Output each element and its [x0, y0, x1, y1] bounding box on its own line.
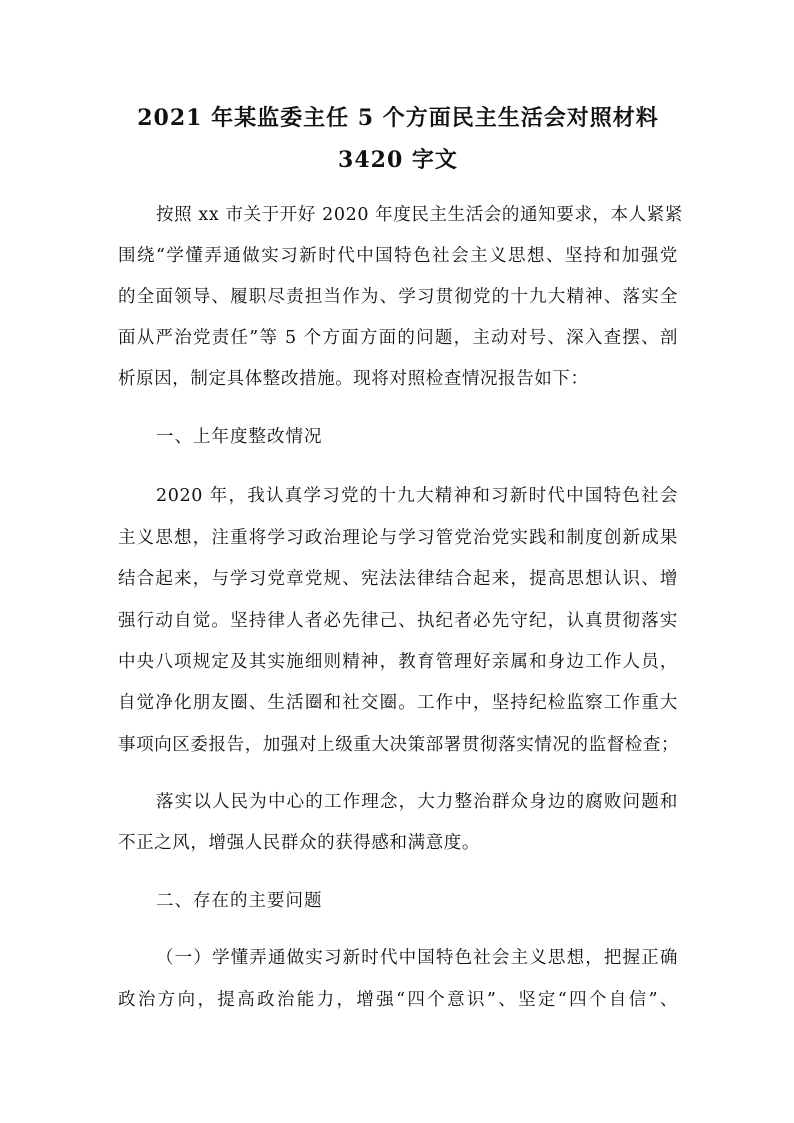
paragraph-1-line: 按照 xx 市关于开好 2020 年度民主生活会的通知要求，本人紧紧 — [156, 205, 683, 225]
paragraph-2-line: 结合起来，与学习党章党规、宪法法律结合起来，提高思想认识、增 — [118, 569, 678, 589]
paragraph-4-line: 政治方向，提高政治能力，增强“四个意识”、坚定“四个自信”、 — [118, 990, 678, 1010]
paragraph-4-line: （一）学懂弄通做实习新时代中国特色社会主义思想，把握正确 — [156, 948, 678, 968]
paragraph-1-line: 围绕“学懂弄通做实习新时代中国特色社会主义思想、坚持和加强党 — [118, 246, 678, 266]
paragraph-2-line: 自觉净化朋友圈、生活圈和社交圈。工作中，坚持纪检监察工作重大 — [118, 693, 678, 713]
section-heading-1: 一、上年度整改情况 — [156, 427, 323, 447]
paragraph-1-line: 的全面领导、履职尽责担当作为、学习贯彻党的十九大精神、落实全 — [118, 287, 678, 307]
section-heading-2: 二、存在的主要问题 — [156, 891, 323, 911]
paragraph-2-line: 中央八项规定及其实施细则精神，教育管理好亲属和身边工作人员， — [118, 652, 678, 672]
document-title-line2: 3420 字文 — [338, 147, 458, 173]
paragraph-2-line: 主义思想，注重将学习政治理论与学习管党治党实践和制度创新成果 — [118, 528, 678, 548]
paragraph-2-line: 2020 年，我认真学习党的十九大精神和习新时代中国特色社会 — [156, 486, 678, 506]
paragraph-2-line: 事项向区委报告，加强对上级重大决策部署贯彻落实情况的监督检查； — [118, 735, 680, 755]
paragraph-1-line: 面从严治党责任”等 5 个方面方面的问题，主动对号、深入查摆、剖 — [118, 328, 678, 348]
paragraph-1-line: 析原因，制定具体整改措施。现将对照检查情况报告如下： — [118, 369, 589, 389]
paragraph-3-line: 不正之风，增强人民群众的获得感和满意度。 — [118, 833, 480, 853]
paragraph-3-line: 落实以人民为中心的工作理念，大力整治群众身边的腐败问题和 — [156, 792, 678, 812]
document-title-line1: 2021 年某监委主任 5 个方面民主生活会对照材料 — [137, 105, 659, 131]
paragraph-2-line: 强行动自觉。坚持律人者必先律己、执纪者必先守纪，认真贯彻落实 — [118, 611, 678, 631]
